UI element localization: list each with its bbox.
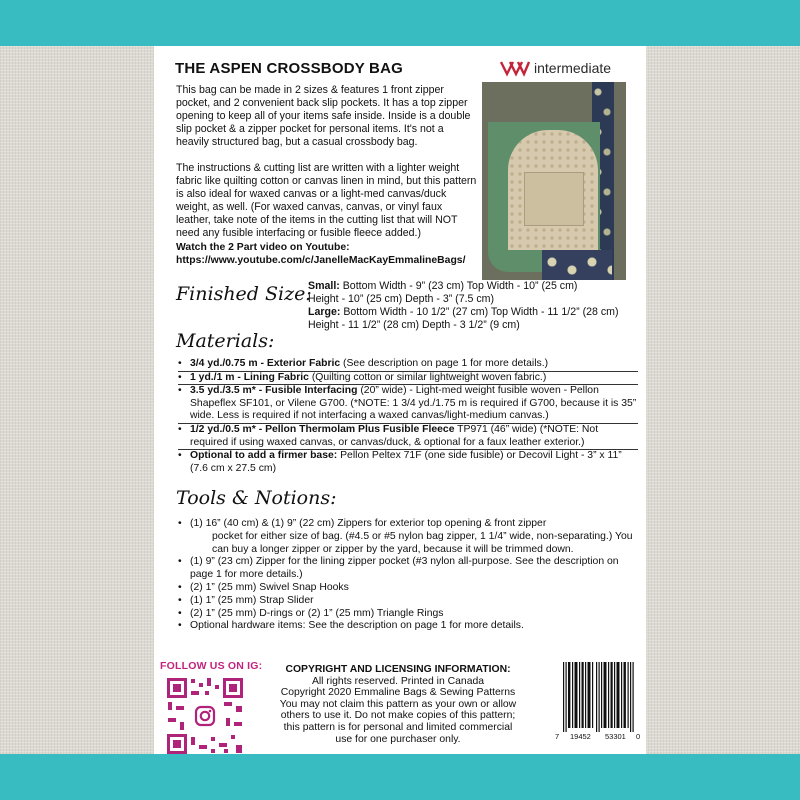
- list-item: • (2) 1” (25 mm) D-rings or (2) 1” (25 mm) Triangle Rings: [178, 608, 638, 621]
- list-item: • (1) 9” (23 cm) Zipper for the lining zipper pocket (#3 nylon all-purpose. See the description on page 1 for more details.): [178, 556, 638, 582]
- list-item: • 3.5 yd./3.5 m* - Fusible Interfacing (20” wide) - Light-med weight fusible woven - Pellon Shapeflex SF101, or Vilene G700. (*NOTE: 1 3/4 yd./1.75 m is required if G700, because it is 35” wide. Less is required if not interfacing a waxed canvas/light-medium canvas.): [178, 385, 638, 424]
- copyright-line: Copyright 2020 Emmaline Bags & Sewing Patterns: [280, 687, 516, 699]
- large-size-line-1: Bottom Width - 10 1/2” (27 cm) Top Width - 11 1/2” (28 cm): [340, 306, 619, 318]
- barcode-digit-right: 0: [636, 732, 641, 741]
- video-link[interactable]: https://www.youtube.com/c/JanelleMacKayEmmalineBags/: [176, 255, 466, 266]
- list-item: • 1/2 yd./0.5 m* - Pellon Thermolam Plus Fusible Fleece TP971 (46” wide) (*NOTE: Not required if using waxed canvas, or canvas/duck, & optional for a faux leather exterior.): [178, 424, 638, 450]
- bag-print-graphic: [542, 250, 612, 280]
- small-size-line-1: Bottom Width - 9” (23 cm) Top Width - 10” (25 cm): [339, 280, 578, 292]
- skill-level: [500, 57, 611, 79]
- vv-logo-icon: [500, 59, 530, 77]
- barcode-group-right: 53301: [605, 732, 626, 741]
- instagram-qr-code[interactable]: [164, 675, 246, 757]
- bottom-teal-band: [0, 754, 800, 800]
- list-item: • (2) 1” (25 mm) Swivel Snap Hooks: [178, 582, 638, 595]
- finished-size-details: [308, 280, 638, 332]
- top-teal-band: [0, 0, 800, 46]
- list-item: • Optional to add a firmer base: Pellon Peltex 71F (one side fusible) or Decovil Light - 3” x 11” (7.6 cm x 27.5 cm): [178, 450, 638, 475]
- barcode-digit-left: 7: [555, 732, 560, 741]
- intro-paragraph-2: The instructions & cutting list are written with a lighter weight fabric like quilting cotton or canvas linen in mind, but this pattern is also ideal for waxed canvas or a light-med canvas/duck weight, as well. (For waxed canvas, canvas, or vinyl faux leather, take note of the items in the cutting list that will NOT need any fusible interfacing or fusible fleece added.): [176, 162, 477, 239]
- tools-list: [178, 518, 638, 633]
- small-size-line-2: Height - 10” (25 cm) Depth - 3” (7.5 cm): [308, 293, 495, 305]
- small-size-label: Small:: [308, 280, 340, 292]
- qr-code-graphic: [164, 675, 246, 757]
- finished-size-heading: Finished Size:: [176, 283, 312, 305]
- intro-paragraph-1: This bag can be made in 2 sizes & features 1 front zipper pocket, and 2 convenient back slip pockets. It has a top zipper opening to keep all of your items safe inside. Inside is a double slip pocket & a zipper pocket for personal items. It's not a heavily structured bag, but a casual crossbody bag.: [176, 84, 471, 148]
- copyright-line: All rights reserved. Printed in Canada: [311, 675, 485, 687]
- barcode-bars: [555, 660, 641, 734]
- bag-photo: [482, 82, 626, 280]
- list-item: • (1) 16” (40 cm) & (1) 9” (22 cm) Zippers for exterior top opening & front zipper pocket for either size of bag. (#4.5 or #5 nylon bag zipper, 1 1/4” wide, non-separating.) You can buy a longer zipper or zipper by the yard, because it will be trimmed down.: [178, 518, 638, 556]
- large-size-label: Large:: [308, 306, 341, 318]
- copyright-line: others to use it. Do not make copies of this pattern;: [280, 710, 516, 722]
- copyright-line: use for one purchaser only.: [335, 733, 461, 745]
- list-item: • (1) 1” (25 mm) Strap Slider: [178, 595, 638, 608]
- intro-text: [176, 84, 478, 253]
- video-info: [176, 241, 481, 267]
- copyright-heading: COPYRIGHT AND LICENSING INFORMATION:: [285, 664, 511, 675]
- video-label: Watch the 2 Part video on Youtube:: [176, 242, 350, 253]
- materials-heading: Materials:: [176, 330, 275, 352]
- barcode-group-left: 19452: [570, 732, 591, 741]
- follow-label: FOLLOW US ON IG:: [160, 660, 263, 672]
- copyright-line: this pattern is for personal and limited commercial: [283, 721, 513, 733]
- copyright-line: You may not claim this pattern as your own or allow: [279, 698, 517, 710]
- large-size-line-2: Height - 11 1/2” (28 cm) Depth - 3 1/2” (9 cm): [308, 319, 520, 331]
- list-item: • 1 yd./1 m - Lining Fabric (Quilting cotton or similar lightweight woven fabric.): [178, 372, 638, 386]
- pattern-title: THE ASPEN CROSSBODY BAG: [175, 60, 403, 77]
- materials-list: [178, 358, 638, 475]
- list-item: • Optional hardware items: See the description on page 1 for more details.: [178, 620, 638, 633]
- tools-heading: Tools & Notions:: [176, 487, 337, 509]
- copyright-info: [248, 664, 548, 745]
- list-item: • 3/4 yd./0.75 m - Exterior Fabric (See description on page 1 for more details.): [178, 358, 638, 372]
- upc-barcode: [555, 660, 641, 750]
- bag-pocket-graphic: [524, 172, 584, 226]
- skill-level-label: intermediate: [534, 60, 612, 76]
